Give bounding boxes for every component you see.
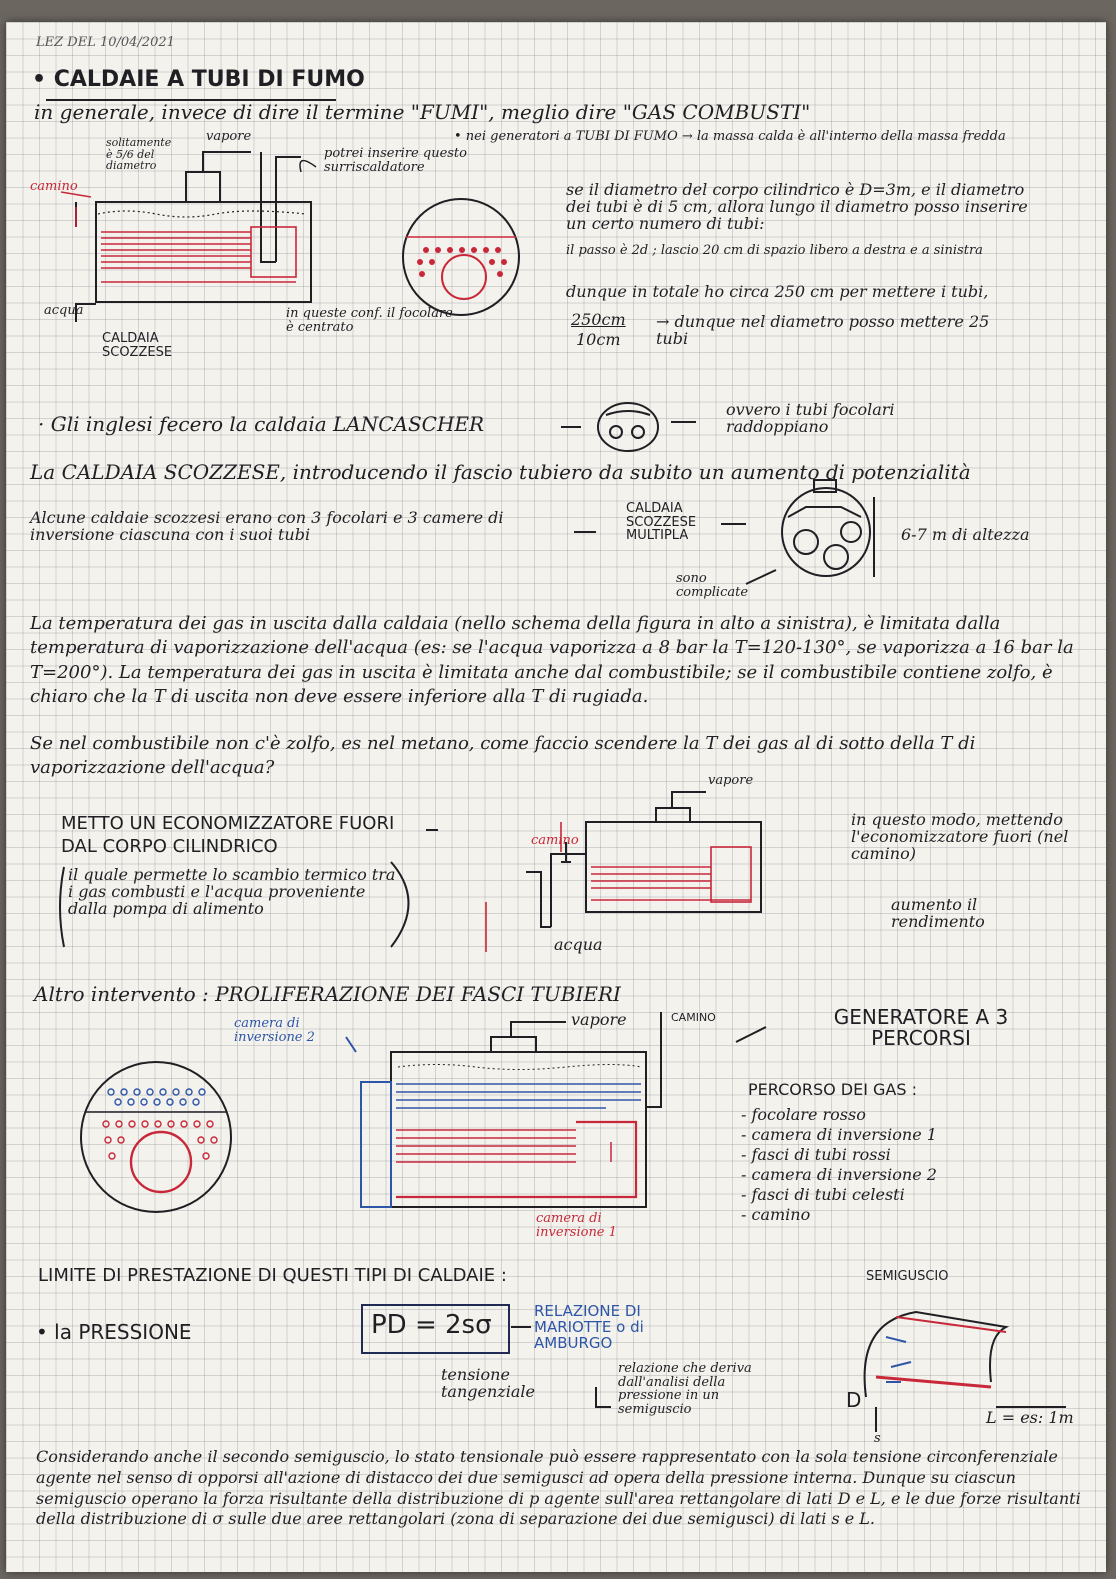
- limite-title: LIMITE DI PRESTAZIONE DI QUESTI TIPI DI CALDAIE :: [38, 1265, 507, 1286]
- note-25-tubi: → dunque nel diametro posso mettere 25 tubi: [656, 312, 990, 348]
- label-acqua-1: acqua: [44, 303, 84, 318]
- page-title: • CALDAIE A TUBI DI FUMO: [32, 67, 365, 92]
- temperatura-paragraph: La temperatura dei gas in uscita dalla caldaia (nello schema della figura in alto a sinistra), è limitata dalla temperatura di vaporizzazione dell'acqua (es: se l'acqua vaporizza a 8 bar la T=120-130°, se vaporizza a 16 bar la T=200°). La temperatura dei gas in uscita è limitata anche dal combustibile; se il combustibile contiene zolfo, è chiaro che la T di uscita non deve essere inferiore alla T di rugiada.: [30, 613, 1074, 707]
- semiguscio-title: SEMIGUSCIO: [866, 1269, 949, 1284]
- label-camera-1: camera di inversione 1: [536, 1211, 617, 1240]
- label-acqua-2: acqua: [554, 935, 603, 954]
- label-spessore: solitamente è 5/6 del diametro: [106, 136, 172, 173]
- label-vapore-1: vapore: [206, 129, 252, 144]
- scozzese-line: La CALDAIA SCOZZESE, introducendo il fascio tubiero da subito un aumento di potenzialità: [30, 460, 971, 484]
- generatore-3-percorsi: GENERATORE A 3 PERCORSI: [833, 1005, 1009, 1050]
- economizzatore-result: aumento il rendimento: [891, 895, 985, 931]
- limite-pressione: • la PRESSIONE: [36, 1320, 192, 1344]
- percorso-item-3: - fasci di tubi rossi: [741, 1145, 891, 1164]
- economizzatore-note: in questo modo, mettendo l'economizzatore fuori (nel camino): [851, 810, 1069, 863]
- semiguscio-l: L = es: 1m: [986, 1408, 1074, 1427]
- label-vapore-3: vapore: [571, 1010, 627, 1029]
- altro-title: Altro intervento : PROLIFERAZIONE DEI FASCI TUBIERI: [34, 982, 621, 1006]
- boiler-section-circle: [403, 199, 519, 315]
- label-vapore-2: vapore: [708, 773, 754, 788]
- economizer-diagram: [526, 792, 761, 927]
- lancashire-note: ovvero i tubi focolari raddoppiano: [726, 400, 895, 436]
- label-camino-1: camino: [30, 179, 78, 194]
- percorso-item-2: - camera di inversione 1: [741, 1125, 937, 1144]
- semiguscio-d: D: [846, 1388, 862, 1412]
- intro-text: in generale, invece di dire il termine "FUMI", meglio dire "GAS COMBUSTI": [34, 100, 811, 124]
- three-pass-section: [81, 1062, 231, 1212]
- lesson-date: LEZ DEL 10/04/2021: [36, 35, 175, 50]
- boiler-side-diagram: [76, 152, 311, 322]
- economizzatore-title: METTO UN ECONOMIZZATORE FUORI DAL CORPO CILINDRICO: [61, 813, 395, 858]
- fraction-numerator: 250cm: [571, 310, 626, 329]
- economizzatore-desc: il quale permette lo scambio termico tra i gas combusti e l'acqua proveniente dalla pompa di alimento: [68, 865, 396, 918]
- multi-scotch-diagram: [574, 480, 874, 584]
- scozzese-complicate: sono complicate: [676, 571, 749, 600]
- tensione-tangenziale: tensione tangenziale: [441, 1365, 535, 1401]
- note-totale: dunque in totale ho circa 250 cm per mettere i tubi,: [566, 282, 989, 301]
- scozzese-alcune: Alcune caldaie scozzesi erano con 3 focolari e 3 camere di inversione ciascuna con i suoi tubi: [30, 508, 504, 544]
- temperatura-question: Se nel combustibile non c'è zolfo, es nel metano, come faccio scendere la T dei gas al di sotto della T di vaporizzazione dell'acqua?: [30, 733, 976, 779]
- label-camino-2: camino: [531, 833, 579, 848]
- lancashire-text: · Gli inglesi fecero la caldaia LANCASCHER: [38, 412, 485, 436]
- formula-mariotte: PD = 2sσ: [371, 1310, 492, 1340]
- three-pass-side: [346, 1012, 766, 1207]
- semiguscio-s: s: [874, 1431, 881, 1446]
- lancashire-diagram: [561, 403, 696, 451]
- percorso-item-1: - focolare rosso: [741, 1105, 866, 1124]
- label-camera-2: camera di inversione 2: [234, 1016, 315, 1045]
- scozzese-dimensione: 6-7 m di altezza: [901, 525, 1030, 544]
- percorso-title: PERCORSO DEI GAS :: [748, 1080, 918, 1099]
- percorso-item-6: - camino: [741, 1205, 811, 1224]
- relazione-deriva: relazione che deriva dall'analisi della pressione in un semiguscio: [618, 1361, 752, 1417]
- label-camino-3: CAMINO: [671, 1011, 716, 1024]
- fraction-denominator: 10cm: [576, 330, 621, 349]
- percorso-item-5: - fasci di tubi celesti: [741, 1185, 905, 1204]
- label-surriscaldatore: potrei inserire questo surriscaldatore: [324, 146, 467, 175]
- percorso-item-4: - camera di inversione 2: [741, 1165, 937, 1184]
- note-passo: il passo è 2d ; lascio 20 cm di spazio libero a destra e a sinistra: [566, 243, 983, 258]
- notebook-page: [6, 22, 1106, 1572]
- relazione-mariotte: RELAZIONE DI MARIOTTE o di AMBURGO: [534, 1302, 644, 1352]
- footer-paragraph: Considerando anche il secondo semiguscio, lo stato tensionale può essere rappresentato con la sola tensione circonferenziale agente nel senso di opporsi all'azione di distacco dei due semigusci ad opera della pressione interna. Dunque su ciascun semiguscio operano la forza risultante della distribuzione di p agente sull'area rettangolare di lati D e L, e le due forze risultanti della distribuzione di σ sulle due aree rettangolari (zona di separazione dei due semigusci) di lati s e L.: [36, 1447, 1081, 1529]
- note-tubi-di-fumo: • nei generatori a TUBI DI FUMO → la massa calda è all'interno della massa fredda: [454, 129, 1006, 144]
- label-caldaia-scozzese: CALDAIA SCOZZESE: [102, 331, 173, 360]
- note-diametro: se il diametro del corpo cilindrico è D=3m, e il diametro dei tubi è di 5 cm, allora lungo il diametro posso inserire un certo numero di tubi:: [566, 180, 1028, 233]
- label-focolare: in queste conf. il focolare è centrato: [286, 306, 453, 335]
- scozzese-multipla: CALDAIA SCOZZESE MULTIPLA: [626, 501, 697, 544]
